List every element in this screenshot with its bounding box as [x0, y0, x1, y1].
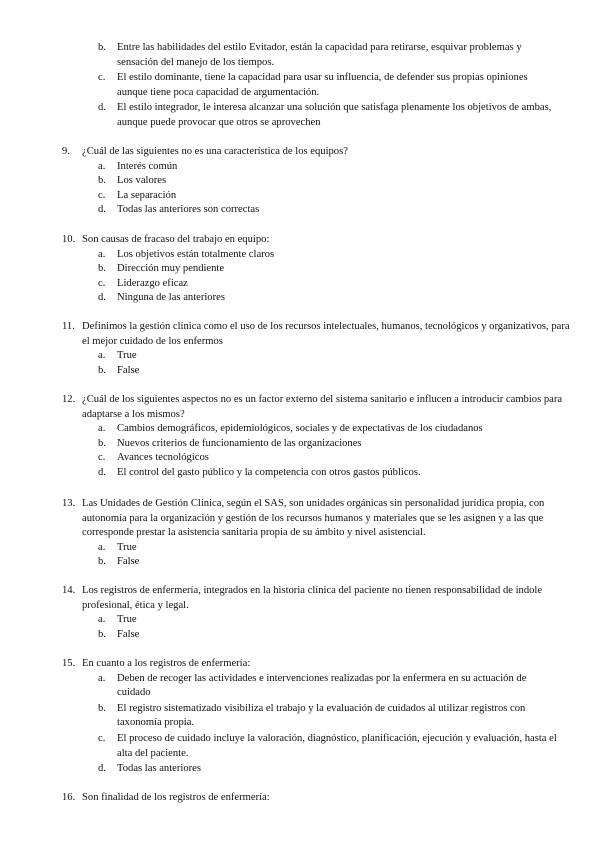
option-text: Deben de recoger las actividades e intervenciones realizadas por la enfermera en su actuación de cuidado: [117, 672, 527, 699]
option-item: [0, 71, 600, 100]
question-text: Son finalidad de los registros de enfermería:: [82, 792, 270, 803]
option-text: False: [117, 364, 140, 376]
option-text: False: [117, 628, 140, 640]
option-letter: c.: [98, 189, 106, 201]
question-text: Los registros de enfermería, integrados en la historia clínica del paciente no tienen responsabilidad de índole profesional, ética y legal.: [82, 585, 543, 611]
option-text: True: [117, 350, 137, 362]
option-letter: a.: [98, 614, 106, 626]
option-text: El registro sistematizado visibiliza el trabajo y la evaluación de cuidados al utilizar registros con taxonomía propia.: [117, 702, 526, 729]
option-item: [0, 732, 600, 761]
option-letter: d.: [98, 292, 106, 304]
option-item: [0, 101, 600, 130]
option-text: Dirección muy pendiente: [117, 263, 225, 275]
option-text: Los valores: [117, 175, 167, 187]
option-item: [0, 422, 600, 437]
question-12: [0, 393, 600, 481]
question-number: 10.: [62, 234, 76, 245]
option-letter: a.: [98, 350, 106, 362]
option-letter: a.: [98, 423, 106, 435]
option-text: El control del gasto público y la competencia con otros gastos públicos.: [117, 466, 421, 478]
question-number: 11.: [62, 321, 75, 332]
option-letter: b.: [98, 437, 106, 449]
question-text: Las Unidades de Gestión Clínica, según el SAS, son unidades orgánicas sin personalidad jurídica propia, con autonomía para la organización y gestión de los recursos humanos y materiales que se les asignen y a las que corresponde prestar la asistencia sanitaria propia de su ámbito y nivel asistencial.: [82, 498, 545, 539]
option-item: [0, 437, 600, 452]
question-number: 14.: [62, 585, 76, 596]
option-letter: b.: [98, 42, 106, 53]
question-text: En cuanto a los registros de enfermería:: [82, 658, 251, 669]
option-letter: d.: [98, 763, 106, 775]
option-item: [0, 628, 600, 643]
option-item: [0, 364, 600, 379]
option-item: [0, 466, 600, 481]
option-letter: b.: [98, 702, 106, 714]
option-item: [0, 277, 600, 292]
option-item: [0, 613, 600, 628]
option-letter: c.: [98, 732, 106, 744]
question-text: ¿Cuál de las siguientes no es una característica de los equipos?: [82, 146, 348, 157]
option-letter: a.: [98, 160, 106, 172]
question-stem: [0, 393, 600, 422]
option-item: [0, 555, 600, 570]
option-letter: b.: [98, 364, 106, 376]
option-letter: b.: [98, 556, 106, 568]
option-letter: d.: [98, 204, 106, 216]
question-14: [0, 584, 600, 642]
question-15: [0, 657, 600, 777]
option-text: La separación: [117, 189, 177, 201]
option-letter: c.: [98, 277, 106, 289]
question-11: [0, 320, 600, 378]
option-text: Nuevos criterios de funcionamiento de las organizaciones: [117, 437, 362, 449]
option-text: Todas las anteriores: [117, 763, 201, 775]
option-item: [0, 174, 600, 189]
option-letter: c.: [98, 452, 106, 464]
question-stem: [0, 320, 600, 349]
option-item: [0, 762, 600, 777]
question-stem: [0, 145, 600, 160]
question-number: 15.: [62, 658, 76, 669]
option-item: [0, 349, 600, 364]
option-text: Ninguna de las anteriores: [117, 292, 225, 304]
question-number: 12.: [62, 394, 76, 405]
option-text: El proceso de cuidado incluye la valoración, diagnóstico, planificación, ejecución y evaluación, hasta el alta del paciente.: [117, 732, 557, 759]
option-text: El estilo dominante, tiene la capacidad para usar su influencia, de defender sus propias opiniones aunque tiene poca capacidad de argumentación.: [117, 72, 528, 98]
option-item: [0, 248, 600, 263]
option-item: [0, 702, 600, 731]
option-text: Liderazgo eficaz: [117, 277, 188, 289]
option-item: [0, 541, 600, 556]
option-text: Cambios demográficos, epidemiológicos, sociales y de expectativas de los ciudadanos: [117, 423, 483, 435]
option-item: [0, 451, 600, 466]
option-item: [0, 160, 600, 175]
question-stem: [0, 584, 600, 613]
question-number: 9.: [62, 146, 70, 157]
option-item: [0, 41, 600, 70]
option-text: Todas las anteriores son correctas: [117, 204, 260, 216]
option-text: Avances tecnológicos: [117, 452, 209, 464]
option-text: El estilo integrador, le interesa alcanzar una solución que satisfaga plenamente los objetivos de ambas, aunque puede provocar que otros se aprovechen: [117, 102, 552, 128]
option-item: [0, 291, 600, 306]
question-stem: [0, 791, 600, 806]
question-stem: [0, 233, 600, 248]
question-13: [0, 497, 600, 570]
option-text: Entre las habilidades del estilo Evitador, están la capacidad para retirarse, esquivar problemas y sensación del manejo de los tiempos.: [117, 42, 522, 68]
option-item: [0, 189, 600, 204]
option-text: Los objetivos están totalmente claros: [117, 248, 275, 260]
continued-options: [0, 41, 600, 131]
option-letter: c.: [98, 72, 106, 84]
option-letter: b.: [98, 175, 106, 187]
question-16: [0, 791, 600, 806]
option-item: [0, 203, 600, 218]
question-10: [0, 233, 600, 306]
option-letter: a.: [98, 248, 106, 260]
option-text: True: [117, 541, 137, 553]
question-9: [0, 145, 600, 218]
option-letter: b.: [98, 263, 106, 275]
question-text: Son causas de fracaso del trabajo en equipo:: [82, 234, 270, 245]
option-letter: b.: [98, 628, 106, 640]
option-letter: a.: [98, 672, 106, 684]
option-text: False: [117, 556, 140, 568]
question-stem: [0, 497, 600, 541]
option-text: Interés común: [117, 160, 178, 172]
option-text: True: [117, 614, 137, 626]
option-letter: d.: [98, 466, 106, 478]
question-text: ¿Cuál de los siguientes aspectos no es un factor externo del sistema sanitario e influcen a introducir cambios para adaptarse a los mismos?: [82, 394, 563, 420]
question-text: Definimos la gestión clínica como el uso de los recursos intelectuales, humanos, tecnológicos y organizativos, para el mejor cuidado de los enfermos: [82, 321, 570, 347]
option-item: [0, 672, 600, 701]
question-number: 13.: [62, 498, 76, 509]
option-letter: a.: [98, 541, 106, 553]
question-stem: [0, 657, 600, 672]
question-number: 16.: [62, 792, 76, 803]
option-item: [0, 262, 600, 277]
option-letter: d.: [98, 102, 106, 114]
